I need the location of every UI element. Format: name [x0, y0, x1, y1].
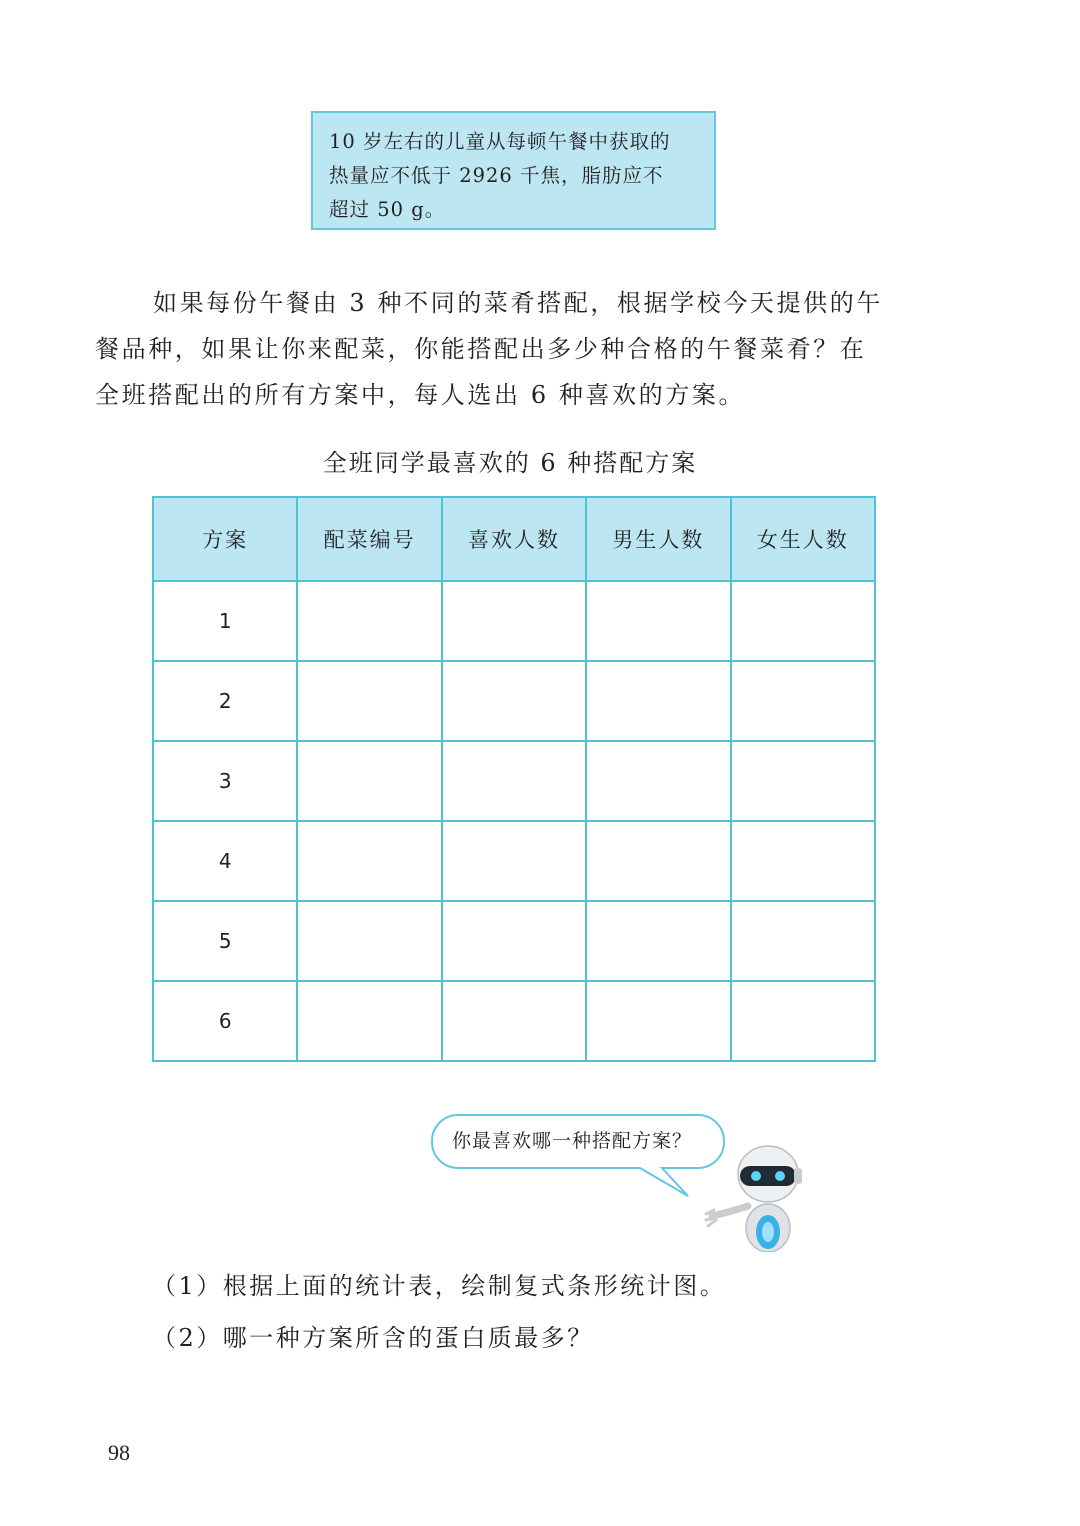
- table-row: [153, 901, 875, 981]
- dish-number-cell[interactable]: [297, 981, 441, 1061]
- plan-number: 2: [153, 661, 297, 741]
- boys-cell[interactable]: [586, 581, 730, 661]
- robot-icon: [700, 1140, 810, 1252]
- girls-cell[interactable]: [731, 741, 875, 821]
- boys-cell[interactable]: [586, 901, 730, 981]
- header-plan: 方案: [153, 497, 297, 581]
- paragraph-line-3: 全班搭配出的所有方案中，每人选出 6 种喜欢的方案。: [95, 381, 746, 409]
- girls-cell[interactable]: [731, 821, 875, 901]
- header-likes: 喜欢人数: [442, 497, 586, 581]
- girls-cell[interactable]: [731, 901, 875, 981]
- likes-cell[interactable]: [442, 821, 586, 901]
- question-2: （2）哪一种方案所含的蛋白质最多？: [152, 1324, 594, 1352]
- plan-number: 5: [153, 901, 297, 981]
- table-row: [153, 821, 875, 901]
- table-row: [153, 981, 875, 1061]
- likes-cell[interactable]: [442, 981, 586, 1061]
- dish-number-cell[interactable]: [297, 821, 441, 901]
- table-row: [153, 581, 875, 661]
- plan-number: 4: [153, 821, 297, 901]
- boys-cell[interactable]: [586, 821, 730, 901]
- dish-number-cell[interactable]: [297, 581, 441, 661]
- girls-cell[interactable]: [731, 661, 875, 741]
- plan-number: 3: [153, 741, 297, 821]
- note-line-2: 热量应不低于 2926 千焦，脂肪应不: [329, 164, 664, 187]
- table-title: 全班同学最喜欢的 6 种搭配方案: [322, 449, 698, 477]
- header-girls: 女生人数: [731, 497, 875, 581]
- likes-cell[interactable]: [442, 661, 586, 741]
- boys-cell[interactable]: [586, 661, 730, 741]
- boys-cell[interactable]: [586, 741, 730, 821]
- likes-cell[interactable]: [442, 581, 586, 661]
- girls-cell[interactable]: [731, 981, 875, 1061]
- note-line-3: 超过 50 g。: [329, 198, 446, 221]
- nutrition-note: [311, 111, 716, 230]
- page-number: 98: [108, 1440, 130, 1465]
- paragraph-line-1: 如果每份午餐由 3 种不同的菜肴搭配，根据学校今天提供的午: [153, 289, 883, 317]
- likes-cell[interactable]: [442, 901, 586, 981]
- dish-number-cell[interactable]: [297, 661, 441, 741]
- instruction-paragraph: [95, 280, 945, 418]
- header-dish-number: 配菜编号: [297, 497, 441, 581]
- table-row: [153, 661, 875, 741]
- speech-bubble-text: 你最喜欢哪一种搭配方案？: [452, 1130, 693, 1152]
- table-header-row: [153, 497, 875, 581]
- header-boys: 男生人数: [586, 497, 730, 581]
- table-row: [153, 741, 875, 821]
- dish-number-cell[interactable]: [297, 901, 441, 981]
- lunch-plan-table: [152, 496, 876, 1062]
- question-1: （1）根据上面的统计表，绘制复式条形统计图。: [152, 1272, 727, 1300]
- boys-cell[interactable]: [586, 981, 730, 1061]
- paragraph-line-2: 餐品种，如果让你来配菜，你能搭配出多少种合格的午餐菜肴？在: [95, 335, 867, 363]
- likes-cell[interactable]: [442, 741, 586, 821]
- note-line-1: 10 岁左右的儿童从每顿午餐中获取的: [329, 130, 671, 153]
- plan-number: 6: [153, 981, 297, 1061]
- dish-number-cell[interactable]: [297, 741, 441, 821]
- plan-number: 1: [153, 581, 297, 661]
- girls-cell[interactable]: [731, 581, 875, 661]
